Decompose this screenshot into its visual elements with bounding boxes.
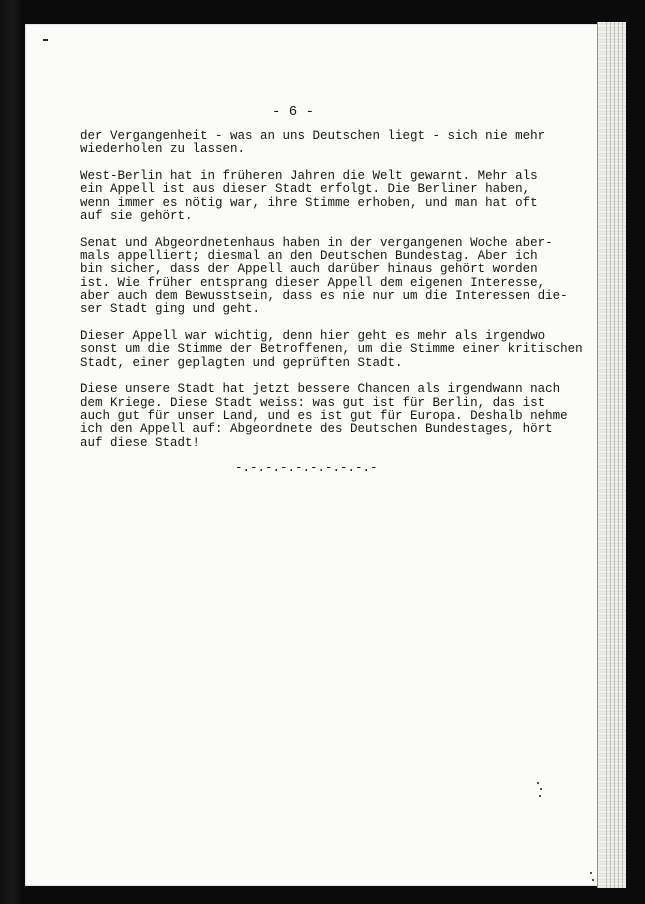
scan-mark — [43, 39, 48, 41]
text-line: dem Kriege. Diese Stadt weiss: was gut ist für Berlin, das ist — [80, 395, 546, 410]
text-line: Dieser Appell war wichtig, denn hier geht es mehr als irgendwo — [80, 329, 546, 344]
text-line: auf sie gehört. — [80, 208, 193, 223]
scan-speck — [539, 795, 541, 797]
paragraph-4 — [80, 329, 583, 370]
text-line: Senat und Abgeordnetenhaus haben in der vergangenen Woche aber- — [80, 235, 553, 250]
text-line: der Vergangenheit - was an uns Deutschen liegt - sich nie mehr — [80, 129, 546, 143]
text-line: ist. Wie früher entsprang dieser Appell dem eigenen Interesse, — [80, 275, 546, 290]
text-line: sonst um die Stimme der Betroffenen, um die Stimme einer kritischen — [80, 342, 583, 357]
paragraph-3 — [80, 237, 580, 317]
page-number: - 6 - — [272, 104, 315, 120]
text-line: Stadt, einer geplagten und geprüften Stadt. — [80, 355, 403, 370]
scan-speck — [590, 872, 592, 874]
text-line: ein Appell ist aus dieser Stadt erfolgt. Die Berliner haben, — [80, 182, 531, 197]
text-line: auf diese Stadt! — [80, 435, 201, 450]
closing-dash-dot-line: -.-.-.-.-.-.-.-.-.- — [235, 461, 378, 475]
scan-speck — [537, 782, 539, 784]
text-line: bin sicher, dass der Appell auch darüber hinaus gehört worden — [80, 262, 538, 277]
paragraph-1 — [80, 130, 580, 157]
text-line: West-Berlin hat in früheren Jahren die Welt gewarnt. Mehr als — [80, 169, 538, 184]
text-line: Diese unsere Stadt hat jetzt bessere Chancen als irgendwann nach — [80, 382, 561, 397]
text-line: wiederholen zu lassen. — [80, 142, 246, 157]
document-body — [80, 101, 583, 463]
text-line: wenn immer es nötig war, ihre Stimme erhoben, und man hat oft — [80, 195, 538, 210]
scanner-left-shadow — [0, 0, 21, 904]
page-edge-texture — [603, 22, 623, 888]
text-line: ser Stadt ging und geht. — [80, 302, 261, 317]
text-line: mals appelliert; diesmal an den Deutschen Bundestag. Aber ich — [80, 249, 538, 264]
paragraph-2 — [80, 170, 580, 223]
scan-speck — [592, 879, 594, 881]
paragraph-5 — [80, 383, 580, 449]
text-line: ich den Appell auf: Abgeordnete des Deutschen Bundestages, hört — [80, 422, 553, 437]
text-line: aber auch dem Bewusstsein, dass es nie nur um die Interessen die- — [80, 288, 568, 303]
scan-speck — [540, 788, 542, 790]
text-line: auch gut für unser Land, und es ist gut für Europa. Deshalb nehme — [80, 409, 568, 424]
